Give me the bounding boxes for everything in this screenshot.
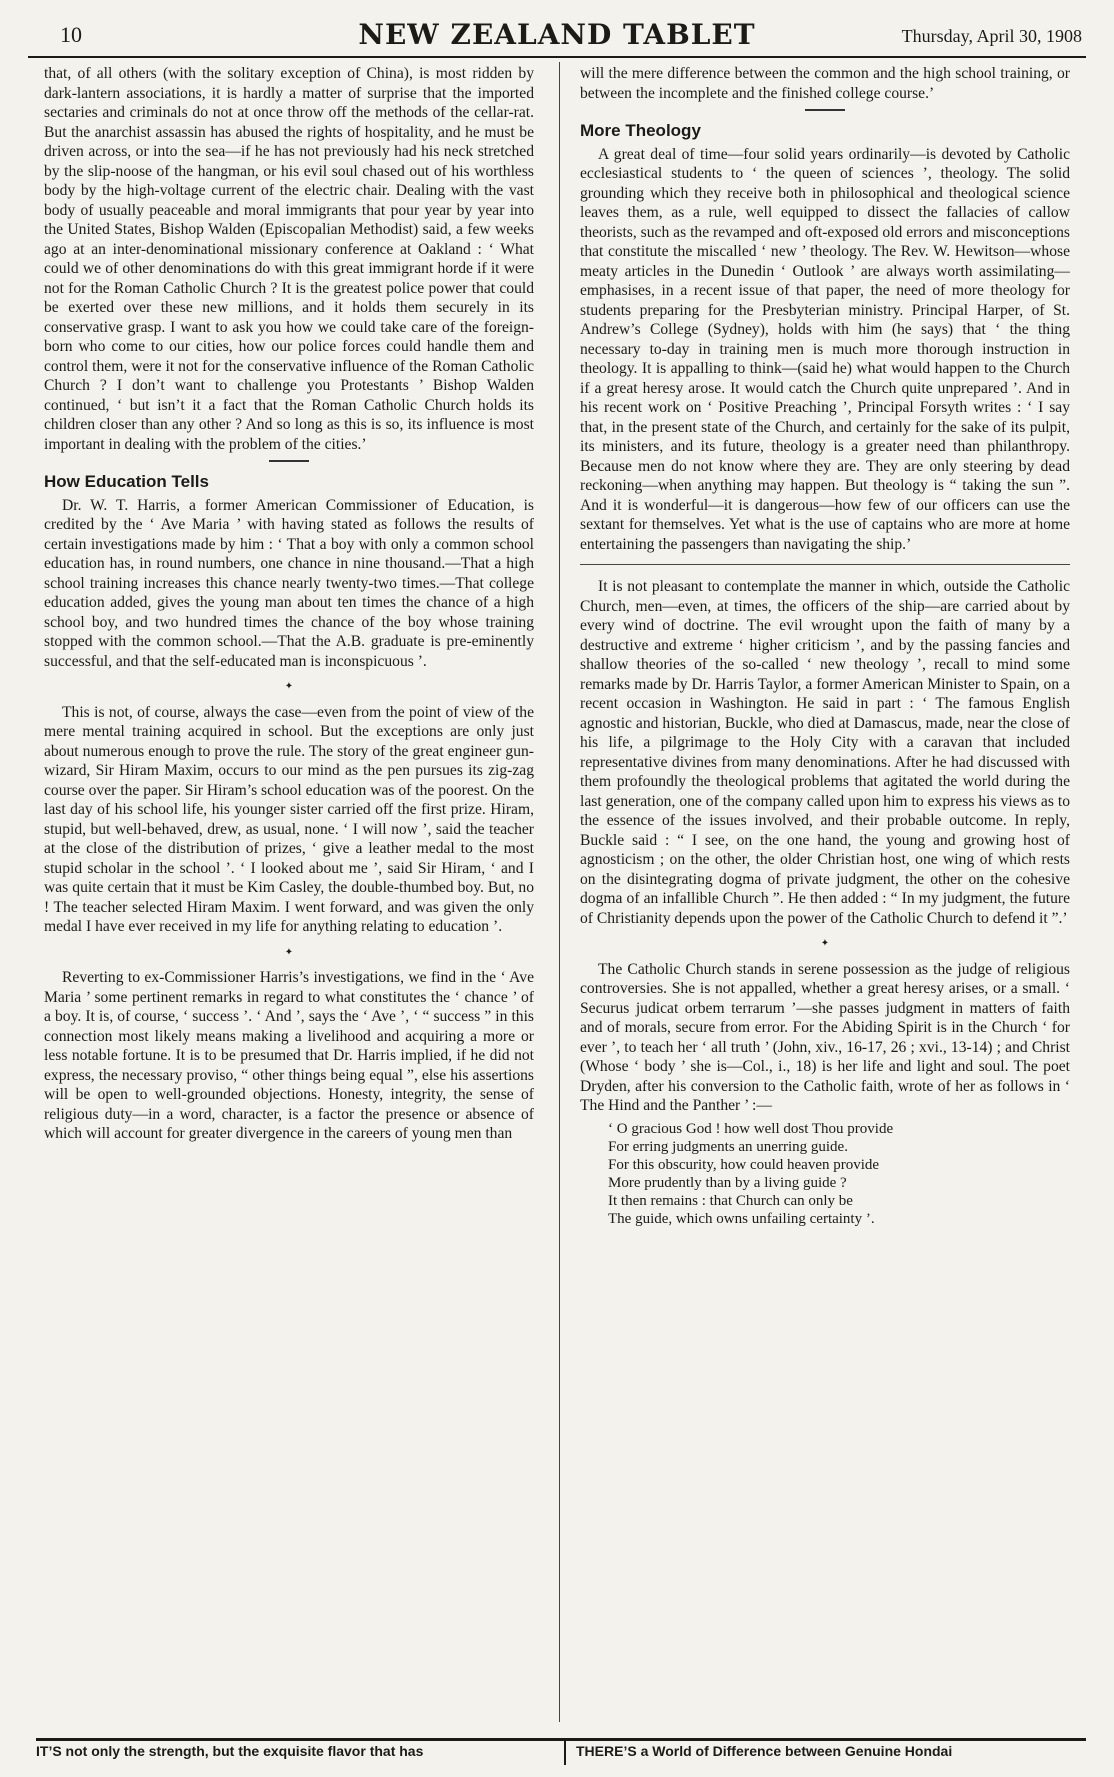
separator-star-icon: ✦ bbox=[284, 946, 294, 958]
section-heading: More Theology bbox=[580, 121, 701, 140]
footer-advert-strip bbox=[36, 1738, 1086, 1765]
paragraph: Reverting to ex-Commissioner Harris’s investigations, we find in the ‘ Ave Maria ’ some pertinent remarks in regard to what constitutes the ‘ chance ’ of a boy. It is, of course, ‘ success ’. ‘ And ’, says the ‘ Ave ’, ‘ “ success ” in this connection most likely means making a livelihood and acquiring a more or less notable fortune. It is to be presumed that Dr. Harris implied, if he did not express, the necessary proviso, “ other things being equal ”, else his assertions will be open to well-grounded objections. Honesty, integrity, the sense of religious duty—in a word, character, is a factor the presence or absence of which will account for greater divergence in the careers of young men than bbox=[44, 969, 534, 1142]
section-rule bbox=[580, 564, 1070, 565]
poem-line: It then remains : that Church can only be bbox=[608, 1192, 853, 1209]
poem-line: For erring judgments an unerring guide. bbox=[608, 1138, 848, 1155]
section-heading: How Education Tells bbox=[44, 472, 209, 491]
issue-date: Thursday, April 30, 1908 bbox=[901, 26, 1082, 46]
poem-block bbox=[608, 1120, 1070, 1228]
poem-line: ‘ O gracious God ! how well dost Thou provide bbox=[608, 1120, 894, 1137]
poem-line: More prudently than by a living guide ? bbox=[608, 1174, 847, 1191]
separator-star-icon: ✦ bbox=[284, 681, 294, 692]
paragraph: Dr. W. T. Harris, a former American Commissioner of Education, is credited by the ‘ Ave Maria ’ with having stated as follows the results of certain investigations made by him : ‘ That a boy with only a common school education has, in round numbers, one chance in nine thousand.—That a high school training increases this chance nearly twenty-two times.—That college education added, gives the young man about ten times the chance of a high school boy, and two hundred times the chance of the boy whose training stopped with the common school.—That the A.B. graduate is pre-eminently successful, and that the self-educated man is inconspicuous ’. bbox=[44, 496, 534, 670]
masthead bbox=[28, 16, 1086, 58]
paragraph: that, of all others (with the solitary exception of China), is most ridden by dark-lantern associations, it is hardly a matter of surprise that the imported sectaries and criminals do not at once throw off the methods of the cellar-rat. But the anarchist assassin has abused the rights of hospitality, and he must be driven across, or into the sea—if he has not previously had his neck stretched by the slip-noose of the hangman, or his evil soul chased out of his worthless body by the high-voltage current of the electric chair. Dealing with the vast body of usually peaceable and moral immigrants that pour year by year into the United States, Bishop Walden (Episcopalian Methodist) said, a few weeks ago at an inter-denominational missionary conference at Oakland : ‘ What could we of other denominations do with this great immigrant horde if it were not for the Roman Catholic Church ? It is the greatest police power that could be exerted over these new millions, and it holds them securely in its conservative grasp. I want to ask you how we could take care of the foreign-born who come to our cities, how our police forces could handle them and control them, were it not for the conservative influence of the Roman Catholic Church ? I don’t want to challenge you Protestants ’ Bishop Walden continued, ‘ but isn’t it a fact that the Roman Catholic Church holds its children closer than any other ? And so long as this is so, its influence is most important in dealing with the problem of the cities.’ bbox=[44, 65, 534, 453]
footer-advert-right: THERE’S a World of Difference between Genuine Hondai bbox=[576, 1743, 953, 1759]
left-column bbox=[44, 64, 534, 1724]
paragraph: This is not, of course, always the case—even from the point of view of the mere mental training acquired in school. But the exceptions are only just about numerous enough to prove the rule. The story of the great engineer gun-wizard, Sir Hiram Maxim, occurs to our mind as the pen pursues its zig-zag course over the paper. Sir Hiram’s school education was of the poorest. On the last day of his school life, his younger sister carried off the first prize. Hiram, stupid, but well-behaved, drew, as usual, none. ‘ I will now ’, said the teacher at the close of the distribution of prizes, ‘ give a leather medal to the most stupid scholar in the school ’. ‘ I looked about me ’, said Sir Hiram, ‘ and I was quite certain that it must be Kim Casley, the double-thumbed boy. But, no ! The teacher selected Hiram Maxim. I went forward, and was given the only medal I have ever received in my life for anything relating to education ’. bbox=[44, 703, 534, 935]
footer-advert-left: IT’S not only the strength, but the exquisite flavor that has bbox=[36, 1743, 424, 1759]
paragraph: will the mere difference between the common and the high school training, or between the incomplete and the finished college course.’ bbox=[580, 65, 1070, 102]
paragraph: The Catholic Church stands in serene possession as the judge of religious controversies. She is not appalled, whether a great heresy arises, or a small. ‘ Securus judicat orbem terrarum ’—she passes judgment in matters of faith and of morals, secure from error. For the Abiding Spirit is in the Church ‘ for ever ’, to teach her ‘ all truth ’ (John, xiv., 16-17, 26 ; xvi., 13-14) ; and Christ (Whose ‘ body ’ she is—Col., i., 18) is her life and light and soul. The poet Dryden, after his conversion to the Catholic faith, wrote of her as follows in ‘ The Hind and the Panther ’ :— bbox=[580, 960, 1070, 1114]
right-column bbox=[580, 64, 1070, 1724]
paragraph: It is not pleasant to contemplate the manner in which, outside the Catholic Church, men—even, at times, the officers of the ship—are carried about by every wind of doctrine. The evil wrought upon the faith of many by a destructive and extreme ‘ higher criticism ’, and by the passing fancies and shallow theories of the so-called ‘ new theology ’, recall to mind some remarks made by Dr. Harris Taylor, a former American Minister to Spain, on a recent occasion in Washington. He said in part : ‘ The famous English agnostic and historian, Buckle, who died at Damascus, made, near the close of his life, a pilgrimage to the Holy City with a caravan that included representative divines from many denominations. After he had discussed with them profoundly the theological problems that agitated the world during the last generation, one of the company called upon him to express his views as to the essence of the issues involved, and their probable outcome. In reply, Buckle said : “ I see, on the one hand, the young and growing host of agnosticism ; on the other, the older Christian host, one wing of which rests on the disintegrating dogma of private judgment, the other on the cohesive dogma of an infallible Church ”. He then added : “ In my judgment, the future of Christianity depends upon the power of the Catholic Church to defend it ”.’ bbox=[580, 578, 1070, 927]
section-rule bbox=[805, 109, 845, 111]
newspaper-title: NEW ZEALAND TABLET bbox=[358, 18, 756, 51]
page-number: 10 bbox=[60, 22, 82, 47]
poem-line: For this obscurity, how could heaven provide bbox=[608, 1156, 880, 1173]
paragraph: A great deal of time—four solid years ordinarily—is devoted by Catholic ecclesiastical students to ‘ the queen of sciences ’, theology. The solid grounding which they receive both in philosophical and theological science leaves them, as a rule, well equipped to dissect the fallacies of callow theorists, such as the revamped and oft-exposed old errors and misconceptions that constitute the miscalled ‘ new ’ theology. The Rev. W. Hewitson—whose meaty articles in the Dunedin ‘ Outlook ’ are always worth assimilating—emphasises, in a recent issue of that paper, the need of more theology for students preparing for the Presbyterian ministry. Principal Harper, of St. Andrew’s College (Sydney), holds with him (he says) that ‘ the thing necessary to-day in training men is much more thorough instruction in theology. It is appalling to think—(said he) what would happen to the Church if a great heresy arose. It would catch the Church quite unprepared ’. And in his recent work on ‘ Positive Preaching ’, Principal Forsyth writes : ‘ I say that, in the present state of the Church, and certainly for the sake of its pulpit, its ministers, and its future, theology is a greater need than philanthropy. Because men do not know where they are. They are only steering by dead reckoning—when anything may happen. But theology is “ taking the sun ”. And it is wonderful—it is dangerous—how few of our officers can use the sextant for themselves. Yet what is the use of captains who are more at home entertaining the passengers than navigating the ship.’ bbox=[580, 145, 1070, 553]
section-rule bbox=[269, 460, 309, 462]
poem-line: The guide, which owns unfailing certainty ’. bbox=[608, 1210, 875, 1227]
column-divider bbox=[559, 62, 560, 1722]
footer-divider bbox=[564, 1741, 566, 1765]
separator-star-icon: ✦ bbox=[820, 938, 830, 949]
